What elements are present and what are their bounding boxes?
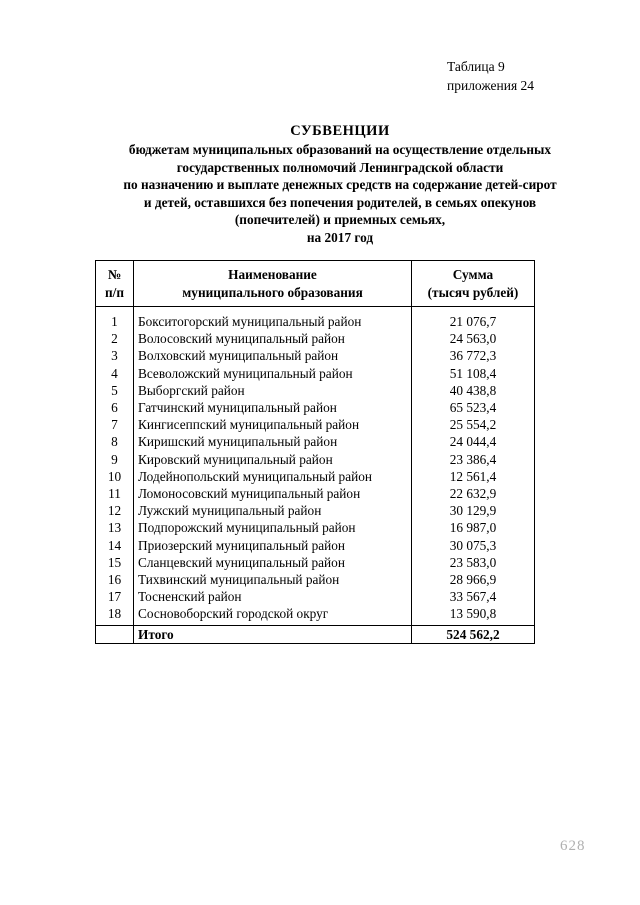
header-name: Наименование муниципального образования (134, 261, 412, 307)
table-row (96, 588, 535, 605)
row-municipality-name: Лужский муниципальный район (134, 502, 412, 519)
row-number: 7 (96, 416, 134, 433)
row-sum: 13 590,8 (412, 605, 535, 625)
table-row (96, 468, 535, 485)
row-sum: 25 554,2 (412, 416, 535, 433)
title-main: СУБВЕНЦИИ (290, 123, 390, 139)
row-sum: 33 567,4 (412, 588, 535, 605)
table-row (96, 330, 535, 347)
row-number: 1 (96, 313, 134, 330)
row-number: 13 (96, 519, 134, 536)
row-municipality-name: Выборгский район (134, 382, 412, 399)
table-header-row (96, 261, 535, 307)
row-municipality-name: Киришский муниципальный район (134, 433, 412, 450)
header-number: № п/п (96, 261, 134, 307)
row-number: 5 (96, 382, 134, 399)
row-number: 11 (96, 485, 134, 502)
row-sum: 23 386,4 (412, 451, 535, 468)
table-row (96, 399, 535, 416)
row-number: 10 (96, 468, 134, 485)
row-sum: 40 438,8 (412, 382, 535, 399)
row-municipality-name: Сланцевский муниципальный район (134, 554, 412, 571)
row-sum: 30 075,3 (412, 537, 535, 554)
row-sum: 12 561,4 (412, 468, 535, 485)
table-row (96, 605, 535, 625)
row-sum: 22 632,9 (412, 485, 535, 502)
row-number: 6 (96, 399, 134, 416)
row-municipality-name: Волховский муниципальный район (134, 347, 412, 364)
table-row (96, 537, 535, 554)
row-sum: 51 108,4 (412, 365, 535, 382)
row-municipality-name: Сосновоборский городской округ (134, 605, 412, 625)
table-row (96, 433, 535, 450)
row-sum: 21 076,7 (412, 313, 535, 330)
row-sum: 65 523,4 (412, 399, 535, 416)
row-number: 14 (96, 537, 134, 554)
row-number: 12 (96, 502, 134, 519)
table-total-row (96, 625, 535, 643)
row-municipality-name: Бокситогорский муниципальный район (134, 313, 412, 330)
table-row (96, 416, 535, 433)
row-municipality-name: Тихвинский муниципальный район (134, 571, 412, 588)
row-sum: 16 987,0 (412, 519, 535, 536)
page-number: 628 (560, 838, 586, 854)
row-municipality-name: Лодейнопольский муниципальный район (134, 468, 412, 485)
row-number: 18 (96, 605, 134, 625)
table-row (96, 451, 535, 468)
reference-table-number: Таблица 9 (447, 59, 505, 74)
row-municipality-name: Кировский муниципальный район (134, 451, 412, 468)
total-sum: 524 562,2 (412, 625, 535, 643)
table-row (96, 519, 535, 536)
row-number: 4 (96, 365, 134, 382)
row-number: 3 (96, 347, 134, 364)
table-row (96, 382, 535, 399)
row-municipality-name: Всеволожский муниципальный район (134, 365, 412, 382)
row-municipality-name: Тосненский район (134, 588, 412, 605)
reference-appendix: приложения 24 (447, 78, 535, 93)
row-sum: 30 129,9 (412, 502, 535, 519)
title-line: по назначению и выплате денежных средств на содержание детей-сирот (123, 177, 557, 193)
title-line: (попечителей) и приемных семьях, (234, 212, 446, 228)
row-municipality-name: Подпорожский муниципальный район (134, 519, 412, 536)
row-number: 9 (96, 451, 134, 468)
row-number: 17 (96, 588, 134, 605)
row-sum: 28 966,9 (412, 571, 535, 588)
table-row (96, 502, 535, 519)
row-municipality-name: Кингисеппский муниципальный район (134, 416, 412, 433)
row-number: 15 (96, 554, 134, 571)
title-line: на 2017 год (306, 229, 374, 245)
subventions-table (95, 260, 535, 644)
row-sum: 24 563,0 (412, 330, 535, 347)
title-line: бюджетам муниципальных образований на осуществление отдельных (128, 142, 552, 157)
title-line: государственных полномочий Ленинградской области (176, 159, 504, 175)
total-num-cell (96, 625, 134, 643)
table-row (96, 571, 535, 588)
table-row (96, 554, 535, 571)
row-number: 16 (96, 571, 134, 588)
row-municipality-name: Приозерский муниципальный район (134, 537, 412, 554)
table-row (96, 313, 535, 330)
document-title (60, 122, 620, 247)
row-sum: 36 772,3 (412, 347, 535, 364)
total-label: Итого (134, 625, 412, 643)
table-row (96, 365, 535, 382)
row-sum: 24 044,4 (412, 433, 535, 450)
row-municipality-name: Волосовский муниципальный район (134, 330, 412, 347)
row-municipality-name: Гатчинский муниципальный район (134, 399, 412, 416)
row-number: 2 (96, 330, 134, 347)
title-line: и детей, оставшихся без попечения родителей, в семьях опекунов (143, 194, 537, 210)
row-number: 8 (96, 433, 134, 450)
row-municipality-name: Ломоносовский муниципальный район (134, 485, 412, 502)
table-reference (447, 57, 534, 95)
row-sum: 23 583,0 (412, 554, 535, 571)
header-sum: Сумма (тысяч рублей) (412, 261, 535, 307)
table-row (96, 485, 535, 502)
table-row (96, 347, 535, 364)
